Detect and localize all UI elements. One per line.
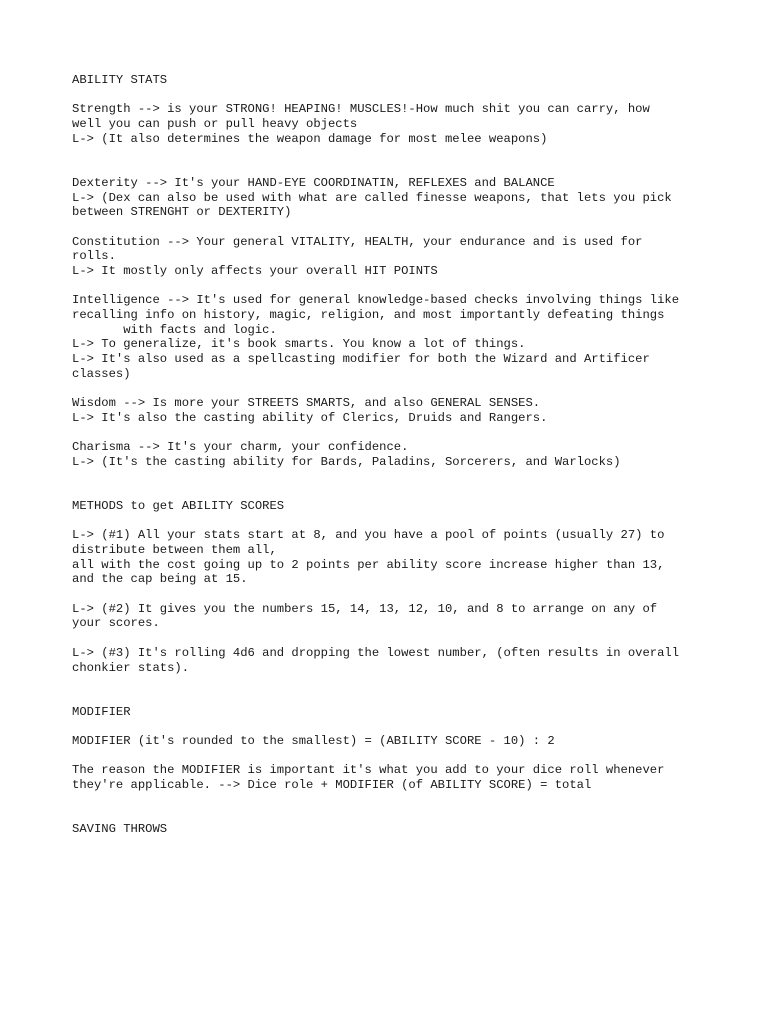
text-line: L-> It's also the casting ability of Clerics, Druids and Rangers.: [72, 410, 548, 425]
text-line: they're applicable. --> Dice role + MODIFIER (of ABILITY SCORE) = total: [72, 778, 592, 792]
text-line: Constitution --> Your general VITALITY, HEALTH, your endurance and is used for: [72, 234, 643, 249]
text-line: L-> (Dex can also be used with what are called finesse weapons, that lets you pick: [72, 190, 672, 205]
blank-line: [72, 719, 722, 734]
blank-line: [72, 514, 722, 529]
text-line: L-> (It also determines the weapon damage for most melee weapons): [72, 131, 548, 146]
blank-line: [72, 587, 722, 602]
blank-line: [72, 220, 722, 235]
text-line: L-> It's also used as a spellcasting modifier for both the Wizard and Artificer: [72, 352, 650, 367]
blank-line: [72, 675, 722, 690]
text-line: L-> (It's the casting ability for Bards, Paladins, Sorcerers, and Warlocks): [72, 454, 621, 469]
blank-line: [72, 807, 722, 822]
text-line: MODIFIER: [72, 704, 131, 719]
text-line: Strength --> is your STRONG! HEAPING! MUSCLES!-How much shit you can carry, how: [72, 102, 650, 117]
document-body: [72, 73, 722, 837]
text-line: L-> It mostly only affects your overall HIT POINTS: [72, 263, 438, 278]
text-line: and the cap being at 15.: [72, 572, 248, 587]
text-line: rolls.: [72, 249, 116, 264]
text-line: all with the cost going up to 2 points per ability score increase higher than 13,: [72, 557, 665, 572]
text-line: Dexterity --> It's your HAND-EYE COORDINATIN, REFLEXES and BALANCE: [72, 175, 555, 190]
text-line: classes): [72, 366, 131, 381]
blank-line: [72, 381, 722, 396]
text-line: recalling info on history, magic, religion, and most importantly defeating things: [72, 308, 665, 322]
text-line: ABILITY STATS: [72, 73, 168, 87]
text-line: L-> To generalize, it's book smarts. You know a lot of things.: [72, 337, 526, 352]
text-line: distribute between them all,: [72, 543, 277, 557]
text-line: with facts and logic.: [72, 322, 277, 337]
text-line: MODIFIER (it's rounded to the smallest) = (ABILITY SCORE - 10) : 2: [72, 733, 555, 748]
text-line: chonkier stats).: [72, 660, 190, 675]
text-line: Wisdom --> Is more your STREETS SMARTS, and also GENERAL SENSES.: [72, 396, 541, 411]
text-line: L-> (#3) It's rolling 4d6 and dropping the lowest number, (often results in overall: [72, 645, 680, 660]
text-line: METHODS to get ABILITY SCORES: [72, 498, 285, 513]
blank-line: [72, 690, 722, 705]
blank-line: [72, 793, 722, 808]
blank-line: [72, 426, 722, 441]
blank-line: [72, 146, 722, 161]
text-line: The reason the MODIFIER is important it's what you add to your dice roll whenever: [72, 763, 665, 778]
text-line: Intelligence --> It's used for general knowledge-based checks involving things like: [72, 293, 680, 308]
text-line: well you can push or pull heavy objects: [72, 117, 358, 132]
text-line: Charisma --> It's your charm, your confidence.: [72, 440, 409, 455]
text-line: L-> (#1) All your stats start at 8, and you have a pool of points (usually 27) to: [72, 528, 665, 543]
blank-line: [72, 88, 722, 103]
text-line: your scores.: [72, 616, 160, 631]
blank-line: [72, 470, 722, 485]
blank-line: [72, 749, 722, 764]
blank-line: [72, 161, 722, 176]
blank-line: [72, 631, 722, 646]
text-line: between STRENGHT or DEXTERITY): [72, 205, 292, 220]
text-line: L-> (#2) It gives you the numbers 15, 14, 13, 12, 10, and 8 to arrange on any of: [72, 601, 658, 616]
blank-line: [72, 484, 722, 499]
blank-line: [72, 279, 722, 294]
text-line: SAVING THROWS: [72, 822, 168, 837]
